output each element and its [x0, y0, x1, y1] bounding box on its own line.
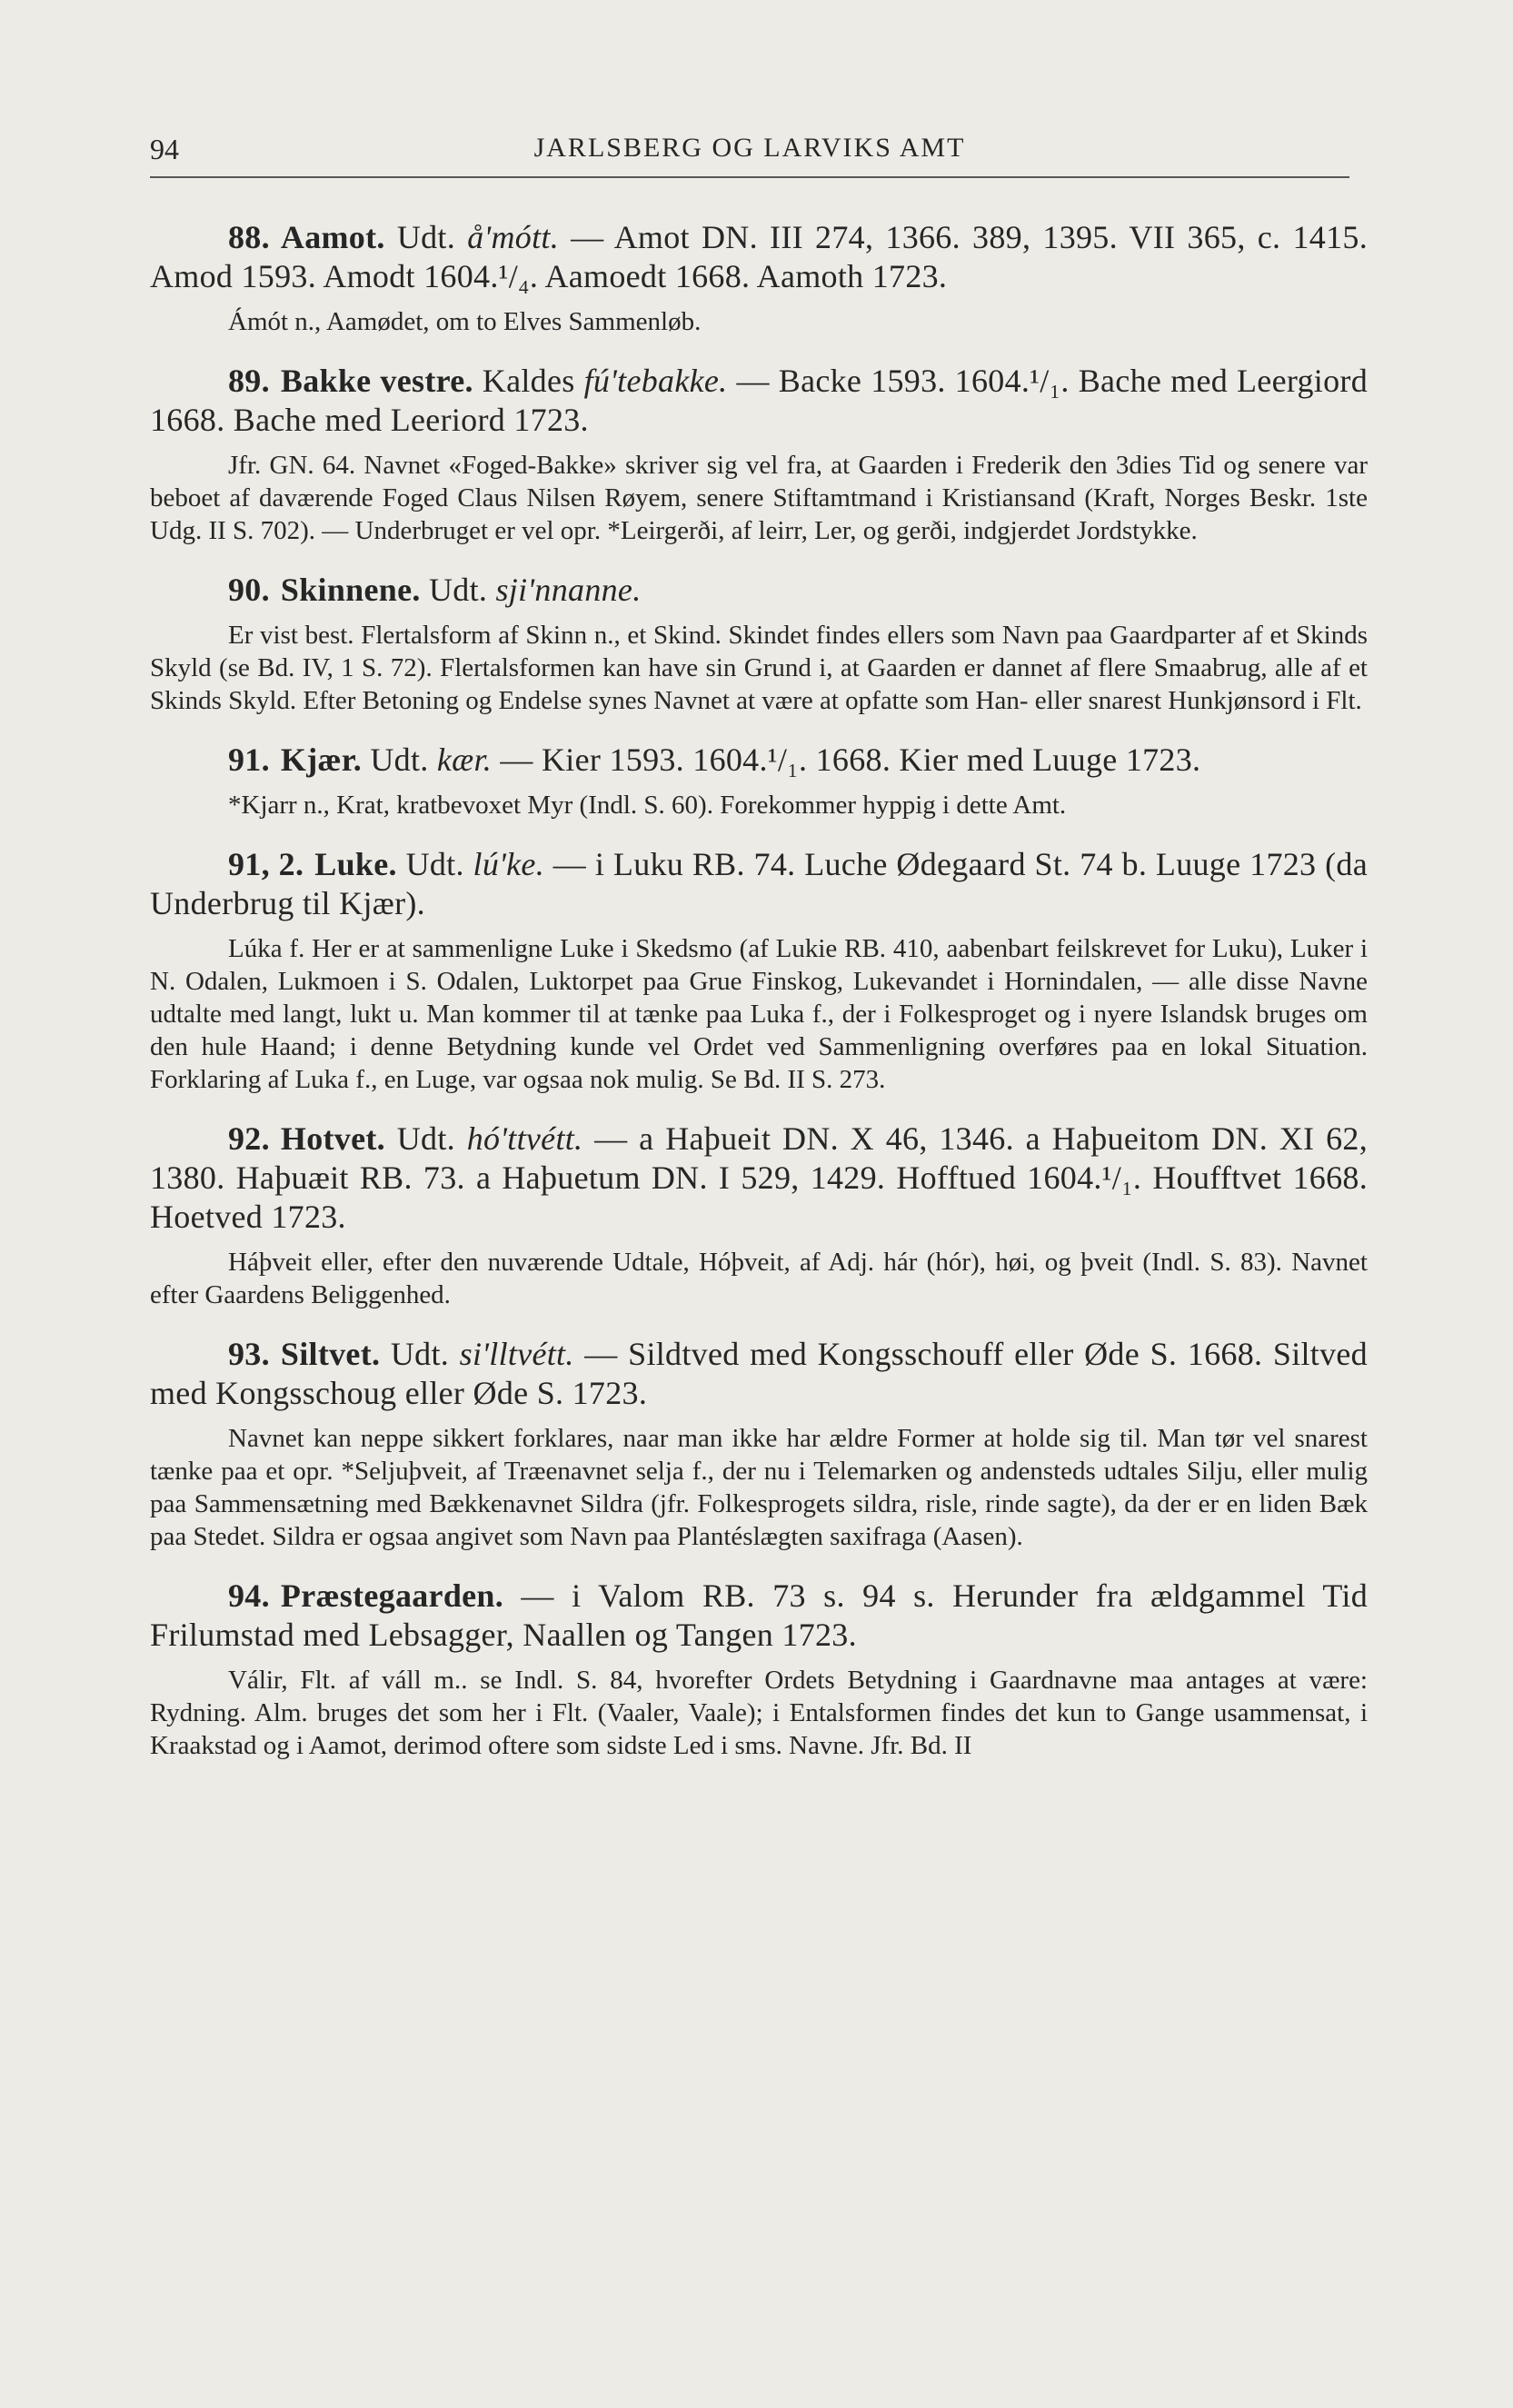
farm-name: Hotvet. [280, 1120, 385, 1157]
entry-note: Háþveit eller, efter den nuværende Udtale, Hóþveit, af Adj. hár (hór), høi, og þveit (Indl. S. 83). Navnet efter Gaardens Beliggenhed. [150, 1248, 1368, 1309]
entry [150, 1119, 1368, 1311]
entry [150, 1577, 1368, 1762]
entry-number: 91. [228, 741, 270, 778]
entry-heading [150, 845, 1368, 923]
pronunciation: kær. [436, 741, 493, 778]
entry-note: Er vist best. Flertalsform af Skinn n., et Skind. Skindet findes ellers som Navn paa Gaardparter af et Skinds Skyld (se Bd. IV, 1 S. 72). Flertalsformen kan have sin Grund i, at Gaarden er dannet af flere Smaabrug, alle af et Skinds Skyld. Efter Betoning og Endelse synes Navnet at være at opfatte som Han- eller snarest Hunkjønsord i Flt. [150, 621, 1368, 715]
entries [150, 218, 1368, 1786]
entry-note: Ámót n., Aamødet, om to Elves Sammenløb. [228, 307, 702, 336]
entry [150, 571, 1368, 717]
entry-heading [150, 1335, 1368, 1413]
entry-heading [150, 1119, 1368, 1237]
entry-number: 90. [228, 572, 270, 608]
pronunciation: lú'ke. [473, 846, 545, 882]
entry-number: 91, 2. [228, 846, 304, 882]
historical-forms: — Amot DN. III 274, 1366. 389, 1395. VII 365, c. 1415. Amod 1593. Amodt 1604.¹/₄. Aamoedt 1668. Aamoth 1723. [150, 219, 1368, 294]
historical-forms: — Kier 1593. 1604.¹/₁. 1668. Kier med Luuge 1723. [492, 741, 1201, 778]
pronunciation: å'mótt. [467, 219, 560, 255]
entry [150, 218, 1368, 338]
entry [150, 1335, 1368, 1553]
page-header [150, 133, 1349, 178]
entry-intro: Udt. [362, 741, 437, 778]
farm-name: Præstegaarden. [280, 1577, 504, 1614]
entry-number: 88. [228, 219, 270, 255]
entry-heading [150, 741, 1368, 780]
entry-note: Navnet kan neppe sikkert forklares, naar man ikke har ældre Former at holde sig til. Man tør vel snarest tænke paa et opr. *Seljuþveit, af Træenavnet selja f., der nu i Telemarken og andensteds udtales Silju, eller mulig paa Sammensætning med Bækkenavnet Sildra (jfr. Folkesprogets sildra, risle, rinde sagte), da der er en liden Bæk paa Stedet. Sildra er ogsaa angivet som Navn paa Plantéslægten saxifraga (Aasen). [150, 1424, 1368, 1551]
entry-number: 92. [228, 1120, 270, 1157]
pronunciation: hó'ttvétt. [466, 1120, 583, 1157]
entry [150, 741, 1368, 821]
farm-name: Skinnene. [280, 572, 421, 608]
entry-intro: Udt. [420, 572, 496, 608]
pronunciation: sji'nnanne. [495, 572, 642, 608]
pronunciation: fú'tebakke. [583, 363, 728, 399]
entry [150, 845, 1368, 1096]
page-number: 94 [150, 133, 179, 165]
entry-note: Válir, Flt. af váll m.. se Indl. S. 84, hvorefter Ordets Betydning i Gaardnavne maa antages at være: Rydning. Alm. bruges det som her i Flt. (Vaaler, Vaale); i Entalsformen findes det kun to Gange usammensat, i Kraakstad og i Aamot, derimod oftere som sidste Led i sms. Navne. Jfr. Bd. II [150, 1666, 1368, 1760]
entry-heading [150, 218, 1368, 296]
entry-intro: Udt. [396, 846, 473, 882]
historical-forms: — Backe 1593. 1604.¹/₁. Bache med Leergiord 1668. Bache med Leeriord 1723. [150, 363, 1368, 438]
entry-note: *Kjarr n., Krat, kratbevoxet Myr (Indl. S. 60). Forekommer hyppig i dette Amt. [228, 791, 1067, 820]
entry-number: 93. [228, 1336, 270, 1372]
entry-note: Jfr. GN. 64. Navnet «Foged-Bakke» skriver sig vel fra, at Gaarden i Frederik den 3dies Tid og senere var beboet af daværende Foged Claus Nilsen Røyem, senere Stiftamtmand i Kristiansand (Kraft, Norges Beskr. 1ste Udg. II S. 702). — Underbruget er vel opr. *Leirgerði, af leirr, Ler, og gerði, indgjerdet Jordstykke. [150, 451, 1368, 545]
entry-intro: Kaldes [473, 363, 584, 399]
farm-name: Luke. [314, 846, 397, 882]
farm-name: Siltvet. [280, 1336, 381, 1372]
historical-forms: — i Valom RB. 73 s. 94 s. Herunder fra ældgammel Tid Frilumstad med Lebsagger, Naallen og Tangen 1723. [150, 1577, 1368, 1653]
entry-number: 94. [228, 1577, 270, 1614]
entry-heading [150, 571, 1368, 610]
farm-name: Kjær. [280, 741, 363, 778]
entry-intro: Udt. [380, 1336, 460, 1372]
entry-note: Lúka f. Her er at sammenligne Luke i Skedsmo (af Lukie RB. 410, aabenbart feilskrevet for Luku), Luker i N. Odalen, Lukmoen i S. Odalen, Luktorpet paa Grue Finskog, Lukevandet i Hornindalen, — alle disse Navne udtalte med langt, lukt u. Man kommer til at tænke paa Luka f., der i Folkesproget og i nyere Islandsk bruges om den hule Haand; i denne Betydning kunde vel Ordet ved Sammenligning overføres paa en lokal Situation. Forklaring af Luka f., en Luge, var ogsaa nok mulig. Se Bd. II S. 273. [150, 934, 1368, 1094]
entry-intro: Udt. [384, 219, 468, 255]
pronunciation: si'lltvétt. [459, 1336, 574, 1372]
farm-name: Aamot. [280, 219, 385, 255]
farm-name: Bakke vestre. [280, 363, 473, 399]
entry-heading [150, 362, 1368, 440]
entry-number: 89. [228, 363, 270, 399]
running-title: JARLSBERG OG LARVIKS AMT [533, 133, 966, 163]
historical-forms: — i Luku RB. 74. Luche Ødegaard St. 74 b. Luuge 1723 (da Underbrug til Kjær). [150, 846, 1368, 921]
entry-intro: Udt. [384, 1120, 467, 1157]
entry [150, 362, 1368, 547]
historical-forms: — Sildtved med Kongsschouff eller Øde S. 1668. Siltved med Kongsschoug eller Øde S. 1723. [150, 1336, 1368, 1411]
entry-heading [150, 1577, 1368, 1655]
historical-forms: — a Haþueit DN. X 46, 1346. a Haþueitom DN. XI 62, 1380. Haþuæit RB. 73. a Haþuetum DN. I 529, 1429. Hofftued 1604.¹/₁. Houfftvet 1668. Hoetved 1723. [150, 1120, 1368, 1235]
